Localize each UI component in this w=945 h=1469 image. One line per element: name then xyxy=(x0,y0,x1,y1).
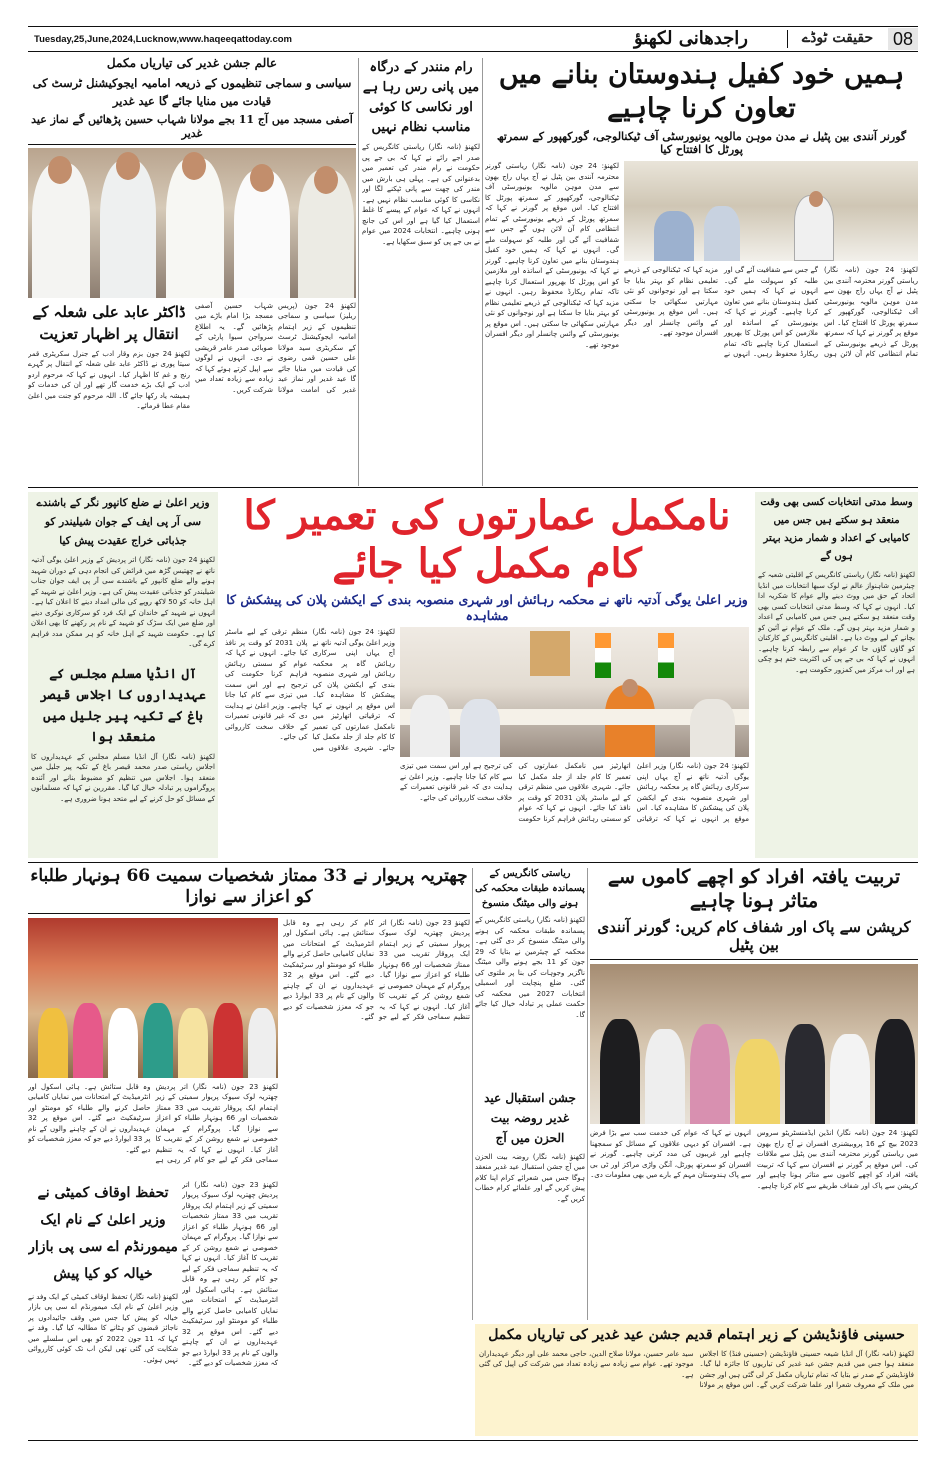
mid-story-headline: رام منندر کے درگاہ میں پانی رس رہا ہے اور نکاسی کا کوئی مناسب نظام نہیں xyxy=(362,60,480,135)
waqf-headline: تحفظ اوقاف کمیٹی نے وزیر اعلیٰ کے نام ایک میمورنڈم اے سی پی بازار خیالہ کو کیا پیش xyxy=(28,1184,178,1282)
brand-logo: حقیقت ٹوڈے xyxy=(801,30,874,46)
left-box xyxy=(28,492,218,858)
page-number: 08 xyxy=(888,28,918,50)
left-box-headline: وزیر اعلیٰ نے ضلع کانپور نگر کے باشندے سی آر پی ایف کے جوان شیلیندر کو جذباتی خراج عقیدت پیش کیا xyxy=(36,497,210,547)
left-box-headline-2: آل انڈیا مسلم مجلس کے عہدیداروں کا اجلاس قیصر باغ کے تکیہ پیر جلیل میں منعقد ہوا xyxy=(40,666,206,745)
governor2-photo xyxy=(590,964,918,1124)
husaini-box xyxy=(475,1324,918,1436)
section-title: راجدھانی لکھنؤ xyxy=(634,28,748,49)
chhatriya-headline: چھتریہ پریوار نے 33 ممتاز شخصیات سمیت 66 ہونہار طلباء کو اعزاز سے نوازا xyxy=(30,866,468,908)
dateline: Tuesday,25,June,2024,Lucknow,www.haqeeqattoday.com xyxy=(34,34,292,45)
chhatriya-body-3: لکھنؤ 23 جون (نامہ نگار) اتر پردیش چھتریہ لوک سیوک پریوار سمیتی کے زیر اہتمام ایک پروقار تقریب میں 33 ممتاز شخصیات اور 66 ہونہار طلباء کو اعزاز سے نوازا گیا۔ پروگرام کے مہمان خصوصی نے شمع روشن کر کے تقریب کا آغاز کیا۔ انہوں نے کہا کہ یہ تنظیم سماجی فکر کے لیے جو کام کر رہی ہے وہ قابل ستائش ہے۔ ہائی اسکول اور انٹرمیڈیٹ کے امتحانات میں نمایاں کامیابی حاصل کرنے والے طلباء کو مومنٹو اور سرٹیفکیٹ دیے گئے۔ اس موقع پر 32 عہدیداروں نے ان کے چاہنے والوں کے نام پر 33 ایوارڈ دیے جو کہ معزز شخصیات کو دیے گئے۔ xyxy=(182,1180,278,1367)
governor2-body: لکھنؤ: 24 جون (نامہ نگار) انڈین ایڈمنسٹریٹو سروس 2023 بیچ کے 16 پروبیشنری افسران نے آج راج بھون میں ریاستی گورنر محترمہ آنندی بین پٹیل سے ملاقات کی۔ اس موقع پر گورنر نے افسران سے کہا کہ تربیت یافتہ افراد کو اچھے کاموں سے متاثر ہونا چاہیے اور کرپشن سے پاک اور شفاف طریقے سے کام کرنا چاہیے۔ انہوں نے کہا کہ عوام کی خدمت سب سے بڑا فرض ہے۔ افسران کو دیہی علاقوں کے مسائل کو سمجھنا چاہیے اور غریبوں کی مدد کرنی چاہیے۔ گورنر نے افسران کو سمرتھ پورٹل، آنگن واڑی مراکز اور ٹی بی سے پاک ہندوستان مہم کے بارے میں بھی معلومات دی۔ xyxy=(590,1129,918,1190)
lead-headline: ہمیں خود کفیل ہندوستان بنانے میں تعاون کرنا چاہیے xyxy=(498,59,905,124)
congress-mid-story xyxy=(475,866,585,1320)
chhatriya-body-2: لکھنؤ 23 جون (نامہ نگار) اتر پردیش چھتریہ لوک سیوک پریوار سمیتی کے زیر اہتمام ایک پروقار تقریب میں 33 ممتاز شخصیات اور 66 ہونہار طلباء کو اعزاز سے نوازا گیا۔ پروگرام کے مہمان خصوصی نے شمع روشن کر کے تقریب کا آغاز کیا۔ انہوں نے کہا کہ یہ تنظیم سماجی فکر کے لیے جو کام کر رہی ہے وہ قابل ستائش ہے۔ ہائی اسکول اور انٹرمیڈیٹ کے امتحانات میں نمایاں کامیابی حاصل کرنے والے طلباء کو مومنٹو اور سرٹیفکیٹ دیے گئے۔ اس موقع پر 32 عہدیداروں نے ان کے چاہنے والوں کے نام پر 33 ایوارڈ دیے جو کہ معزز شخصیات کو دیے گئے۔ xyxy=(28,1082,278,1164)
lead-story xyxy=(485,58,918,486)
congress-mid-headline: ریاستی کانگریس کے پسماندہ طبقات محکمہ کی ہونے والی میٹنگ منسوخ xyxy=(475,868,585,909)
ghadeer-event-body: لکھنؤ (نامہ نگار) روضہ بیت الحزن میں آج جشن استقبال عید غدیر منعقد ہوگا جس میں شعرائے کرام اپنا کلام پیش کریں گے اور علمائے کرام خطاب کریں گے۔ xyxy=(475,1152,585,1203)
governor2-headline: تربیت یافتہ افراد کو اچھے کاموں سے متاثر ہونا چاہیے xyxy=(607,866,901,912)
center-body: لکھنؤ: 24 جون (نامہ نگار) وزیر اعلیٰ یوگی آدتیہ ناتھ نے آج یہاں اپنی سرکاری رہائش گاہ پر محکمہ رہائش اور شہری منصوبہ بندی کے ایکشن پلان کی پیشکش کا مشاہدہ کیا۔ اس موقع پر انہوں نے کہا کہ ترقیاتی اتھارٹیز میں نامکمل عمارتوں کی تعمیر کا کام جلد از جلد مکمل کیا جائے۔ شہری علاقوں میں منظم ترقی کے لیے ماسٹر پلان 2031 کو وقت پر نافذ کیا جائے۔ انہوں نے کہا کہ عوام کو سستی رہائش فراہم کرنا حکومت کی ترجیح ہے اور اس سمت میں تیزی سے کام کیا جانا چاہیے۔ وزیر اعلیٰ نے ہدایت دی کہ غیر قانونی تعمیرات کے خلاف سخت کارروائی کی جائے۔ xyxy=(225,628,395,752)
ghadeer-subheadline: آصفی مسجد میں آج 11 بجے مولانا شہاب حسین پڑھائیں گے نماز عید غدیر xyxy=(31,113,353,140)
center-headline: نامکمل عمارتوں کی تعمیر کا کام مکمل کیا جائے xyxy=(243,492,731,587)
ghadeer-body: لکھنؤ 24 جون (پریس ریلیز) سیاسی و سماجی تنظیموں کے زیر اہتمام امامیہ ایجوکیشنل ٹرسٹ کے سکریٹری سید مولانا علی حسین قمی رضوی کی قیادت میں منایا جائے گا عید غدیر اور نماز عید غدیر کی امامت مولانا شہاب حسین آصفی مسجد بڑا امام باڑے میں پڑھائیں گے۔ یہ اطلاع سرواجن سیوا پارٹی کے صوبائی صدر عامر قریشی نے دی۔ انہوں نے لوگوں سے اپیل کرتے ہوئے کہا کہ زیادہ سے زیادہ تعداد میں شرکت کریں۔ xyxy=(195,301,356,394)
center-subheadline: وزیر اعلیٰ یوگی آدتیہ ناتھ نے محکمہ رہائش اور شہری منصوبہ بندی کے ایکشن پلان کی پیشکش کا مشاہدہ xyxy=(226,592,748,623)
mid-story xyxy=(362,58,480,486)
husaini-body: لکھنؤ (نامہ نگار) آل انڈیا شیعہ حسینی فاؤنڈیشن (حسینی فنڈ) کا اجلاس منعقد ہوا جس میں قدیم جشن عید غدیر کی تیاریوں کا جائزہ لیا گیا۔ فاؤنڈیشن کے صدر نے بتایا کہ تمام تیاریاں مکمل کر لی گئی ہیں اور جشن میں ملک کے معروف شعرا اور علما شرکت کریں گے۔ اس موقع پر مولانا سید عامر حسین، مولانا صلاح الدین، حاجی محمد علی اور دیگر عہدیداران موجود تھے۔ عوام سے زیادہ سے زیادہ تعداد میں شرکت کی اپیل کی گئی ہے۔ xyxy=(479,1349,914,1389)
center-body-2: لکھنؤ: 24 جون (نامہ نگار) وزیر اعلیٰ یوگی آدتیہ ناتھ نے آج یہاں اپنی سرکاری رہائش گاہ پر محکمہ رہائش اور شہری منصوبہ بندی کے ایکشن پلان کی پیشکش کا مشاہدہ کیا۔ اس موقع پر انہوں نے کہا کہ ترقیاتی اتھارٹیز میں نامکمل عمارتوں کی تعمیر کا کام جلد از جلد مکمل کیا جائے۔ شہری علاقوں میں منظم ترقی کے لیے ماسٹر پلان 2031 کو وقت پر نافذ کیا جائے۔ انہوں نے کہا کہ عوام کو سستی رہائش فراہم کرنا حکومت کی ترجیح ہے اور اس سمت میں تیزی سے کام کیا جانا چاہیے۔ وزیر اعلیٰ نے ہدایت دی کہ غیر قانونی تعمیرات کے خلاف سخت کارروائی کی جائے۔ xyxy=(400,762,749,823)
ghadeer-story xyxy=(28,56,356,485)
husaini-headline: حسینی فاؤنڈیشن کے زیر اہتمام قدیم جشن عید غدیر کی تیاریاں مکمل xyxy=(488,1327,905,1343)
lead-subheadline: گورنر آنندی بین پٹیل نے مدن موہن مالویہ یونیورسٹی آف ٹیکنالوجی، گورکھپور کے سمرتھ پورٹل کا افتتاح کیا xyxy=(496,129,907,157)
lead-body-2: لکھنؤ: 24 جون (نامہ نگار) ریاستی گورنر محترمہ آنندی بین پٹیل نے آج یہاں راج بھون سے مدن موہن مالویہ یونیورسٹی آف ٹیکنالوجی، گورکھپور کے سمرتھ پورٹل کا افتتاح کیا۔ اس موقع پر گورنر نے کہا کہ سمرتھ پورٹل کے ذریعے یونیورسٹی کے تمام انتظامی کام آن لائن ہوں گے جس سے شفافیت آئے گی اور طلبہ کو سہولت ملے گی۔ انہوں نے کہا کہ ہمیں خود کفیل ہندوستان بنانے میں تعاون کرنا چاہیے۔ گورنر نے کہا کہ یونیورسٹی کے اساتذہ اور ملازمین کو اس پورٹل کا بھرپور استعمال کرنا چاہیے تاکہ تمام ریکارڈ محفوظ رہیں۔ انہوں نے مزید کہا کہ ٹیکنالوجی کے ذریعے تعلیمی نظام کو بہتر بنایا جا سکتا ہے اور نوجوانوں کو نئی مہارتیں سکھائی جا سکتی ہیں۔ اس موقع پر یونیورسٹی کے وائس چانسلر اور دیگر افسران موجود تھے۔ xyxy=(624,266,918,358)
center-story xyxy=(222,492,752,858)
left-box-body-2: لکھنؤ (نامہ نگار) آل انڈیا مسلم مجلس کے عہدیداروں کا اجلاس ریاستی صدر محمد قیصر باغ کے تکیہ پیر جلیل میں منعقد ہوا۔ اجلاس میں تنظیم کو مضبوط بنانے اور آئندہ پروگراموں پر تبادلہ خیال کیا گیا۔ مقررین نے کہا کہ مسلمانوں کے مسائل کو حل کرنے کے لیے متحد ہونا ضروری ہے۔ xyxy=(31,752,215,803)
chhatriya-body: لکھنؤ 23 جون (نامہ نگار) اتر پردیش چھتریہ لوک سیوک پریوار سمیتی کے زیر اہتمام ایک پروقار تقریب میں 33 ممتاز شخصیات اور 66 ہونہار طلباء کو اعزاز سے نوازا گیا۔ پروگرام کے مہمان خصوصی نے شمع روشن کر کے تقریب کا آغاز کیا۔ انہوں نے کہا کہ یہ تنظیم سماجی فکر کے لیے جو کام کر رہی ہے وہ قابل ستائش ہے۔ ہائی اسکول اور انٹرمیڈیٹ کے امتحانات میں نمایاں کامیابی حاصل کرنے والے طلباء کو مومنٹو اور سرٹیفکیٹ دیے گئے۔ اس موقع پر 32 عہدیداروں نے ان کے چاہنے والوں کے نام پر 33 ایوارڈ دیے جو کہ معزز شخصیات کو دیے گئے۔ xyxy=(283,918,470,1021)
lead-body: لکھنؤ: 24 جون (نامہ نگار) ریاستی گورنر محترمہ آنندی بین پٹیل نے آج یہاں راج بھون سے مدن موہن مالویہ یونیورسٹی آف ٹیکنالوجی، گورکھپور کے سمرتھ پورٹل کا افتتاح کیا۔ اس موقع پر گورنر نے کہا کہ سمرتھ پورٹل کے ذریعے یونیورسٹی کے تمام انتظامی کام آن لائن ہوں گے جس سے شفافیت آئے گی اور طلبہ کو سہولت ملے گی۔ انہوں نے کہا کہ ہمیں خود کفیل ہندوستان بنانے میں تعاون کرنا چاہیے۔ گورنر نے کہا کہ یونیورسٹی کے اساتذہ اور ملازمین کو اس پورٹل کا بھرپور استعمال کرنا چاہیے تاکہ تمام ریکارڈ محفوظ رہیں۔ انہوں نے مزید کہا کہ ٹیکنالوجی کے ذریعے تعلیمی نظام کو بہتر بنایا جا سکتا ہے اور نوجوانوں کو نئی مہارتیں سکھائی جا سکتی ہیں۔ اس موقع پر یونیورسٹی کے وائس چانسلر اور دیگر افسران موجود تھے۔ xyxy=(485,162,619,349)
condolence-headline: ڈاکٹر عابد علی شعلہ کے انتقال پر اظہار تعزیت xyxy=(32,302,186,343)
center-photo xyxy=(400,627,749,757)
left-box-body: لکھنؤ 24 جون (نامہ نگار) اتر پردیش کے وزیر اعلیٰ یوگی آدتیہ ناتھ نے چھتیس گڑھ میں فرائض کی انجام دہی کے دوران شہید ہونے والے ضلع کانپور کے باشندے سی آر پی ایف جوان جناب شیلیندر کو جذباتی عقیدت پیش کی ہے۔ وزیر اعلیٰ نے شہید کے اہل خانہ کو 50 لاکھ روپے کی مالی امداد دینے کا اعلان کیا ہے۔ انہوں نے شہید کے خاندان کے ایک فرد کو سرکاری نوکری دینے اور ضلع میں ایک سڑک کو شہید کے نام پر رکھنے کا بھی اعلان کیا ہے۔ حکومت شہید کے اہل خانہ کو ہر ممکن مدد فراہم کرے گی۔ xyxy=(31,556,215,648)
governor2-subheadline: کرپشن سے پاک اور شفاف کام کریں: گورنر آنندی بین پٹیل xyxy=(597,917,911,955)
chhatriya-story xyxy=(28,866,470,1438)
lead-photo xyxy=(624,161,918,261)
condolence-body: لکھنؤ 24 جون بزم وقار ادب کے جنرل سکریٹری قمر سیتا پوری نے ڈاکٹر عابد علی شعلہ کے انتقال پر گہرے رنج و غم کا اظہار کیا۔ انہوں نے کہا کہ مرحوم اردو ادب کے ایک بڑے خدمت گار تھے اور ان کی خدمات کو ہمیشہ یاد رکھا جائے گا۔ اللہ مرحوم کو جنت میں اعلیٰ مقام عطا فرمائے۔ xyxy=(28,349,190,410)
chhatriya-photo xyxy=(28,918,278,1078)
right-box xyxy=(755,492,918,858)
ghadeer-photo xyxy=(28,148,356,298)
congress-mid-body: لکھنؤ (نامہ نگار) ریاستی کانگریس کے پسماندہ طبقات محکمہ کی ہونے والی میٹنگ منسوخ کر دی گئی ہے۔ محکمہ کے چیئرمین نے بتایا کہ 29 جون کو 11 بجے ہونے والی میٹنگ ناگزیر وجوہات کی بنا پر ملتوی کی گئی۔ ضلع پنچایت اور اسمبلی انتخابات 2027 میں محکمہ کی حکمت عملی پر تبادلہ خیال کیا جائے گا۔ xyxy=(475,916,585,1019)
governor2-story xyxy=(590,866,918,1320)
right-box-body: لکھنؤ (نامہ نگار) ریاستی کانگریس کے اقلیتی شعبہ کے چیئرمین شاہنواز عالم نے لوک سبھا انتخابات میں انڈیا اتحاد کے حق میں ووٹ دینے والے عوام کا شکریہ ادا کیا۔ انہوں نے کہا کہ وسط مدتی انتخابات کسی بھی وقت منعقد ہو سکتے ہیں جس میں کامیابی کے اعداد و شمار مزید بہتر ہوں گے۔ ملک کے عوام نے آئین کو بچانے کے لیے ووٹ دیا ہے۔ اقلیتی کانگریس کے کارکنان کو گاؤں گاؤں جا کر عوام سے رابطہ کرنا چاہیے۔ انہوں نے کہا کہ بی جے پی کی اکثریت ختم ہو چکی ہے اور اب مرکز میں کمزور حکومت ہے۔ xyxy=(758,571,915,674)
ghadeer-kicker: عالم جشن غدیر کی تیاریاں مکمل xyxy=(106,56,278,70)
right-box-headline: وسط مدتی انتخابات کسی بھی وقت منعقد ہو سکتے ہیں جس میں کامیابی کے اعداد و شمار مزید بہتر ہوں گے xyxy=(760,497,913,562)
mid-story-body: لکھنؤ (نامہ نگار) ریاستی کانگریس کے صدر اجے رائے نے کہا کہ بی جے پی حکومت نے رام مندر کی تعمیر میں بدعنوانی کی ہے۔ پہلی ہی بارش میں مندر کی چھت سے پانی ٹپکنے لگا اور نکاسی کا کوئی مناسب نظام نہیں ہے۔ انہوں نے کہا کہ عوام کے پیسے کا غلط استعمال کیا گیا ہے اور اس کی جانچ ہونی چاہیے۔ انتخابات 2024 میں عوام نے بی جے پی کو سبق سکھایا ہے۔ xyxy=(362,143,480,246)
ghadeer-headline: سیاسی و سماجی تنظیموں کے ذریعہ امامیہ ایجوکیشنل ٹرسٹ کی قیادت میں منایا جائے گا عید غدیر xyxy=(32,76,352,108)
ghadeer-event-headline: جشن استقبال عید غدیر روضہ بیت الحزن میں آج xyxy=(484,1090,576,1145)
waqf-body: لکھنؤ (نامہ نگار) تحفظ اوقاف کمیٹی کے ایک وفد نے وزیر اعلیٰ کے نام ایک میمورنڈم اے سی پی بازار خیالہ کو پیش کیا جس میں وقف جائیدادوں پر ناجائز قبضوں کو ہٹانے کا مطالبہ کیا گیا۔ وفد نے کہا کہ 11 جون 2022 کو بھی اس سلسلے میں شکایت کی گئی تھی لیکن اب تک کوئی کارروائی نہیں ہوئی۔ xyxy=(28,1292,178,1364)
